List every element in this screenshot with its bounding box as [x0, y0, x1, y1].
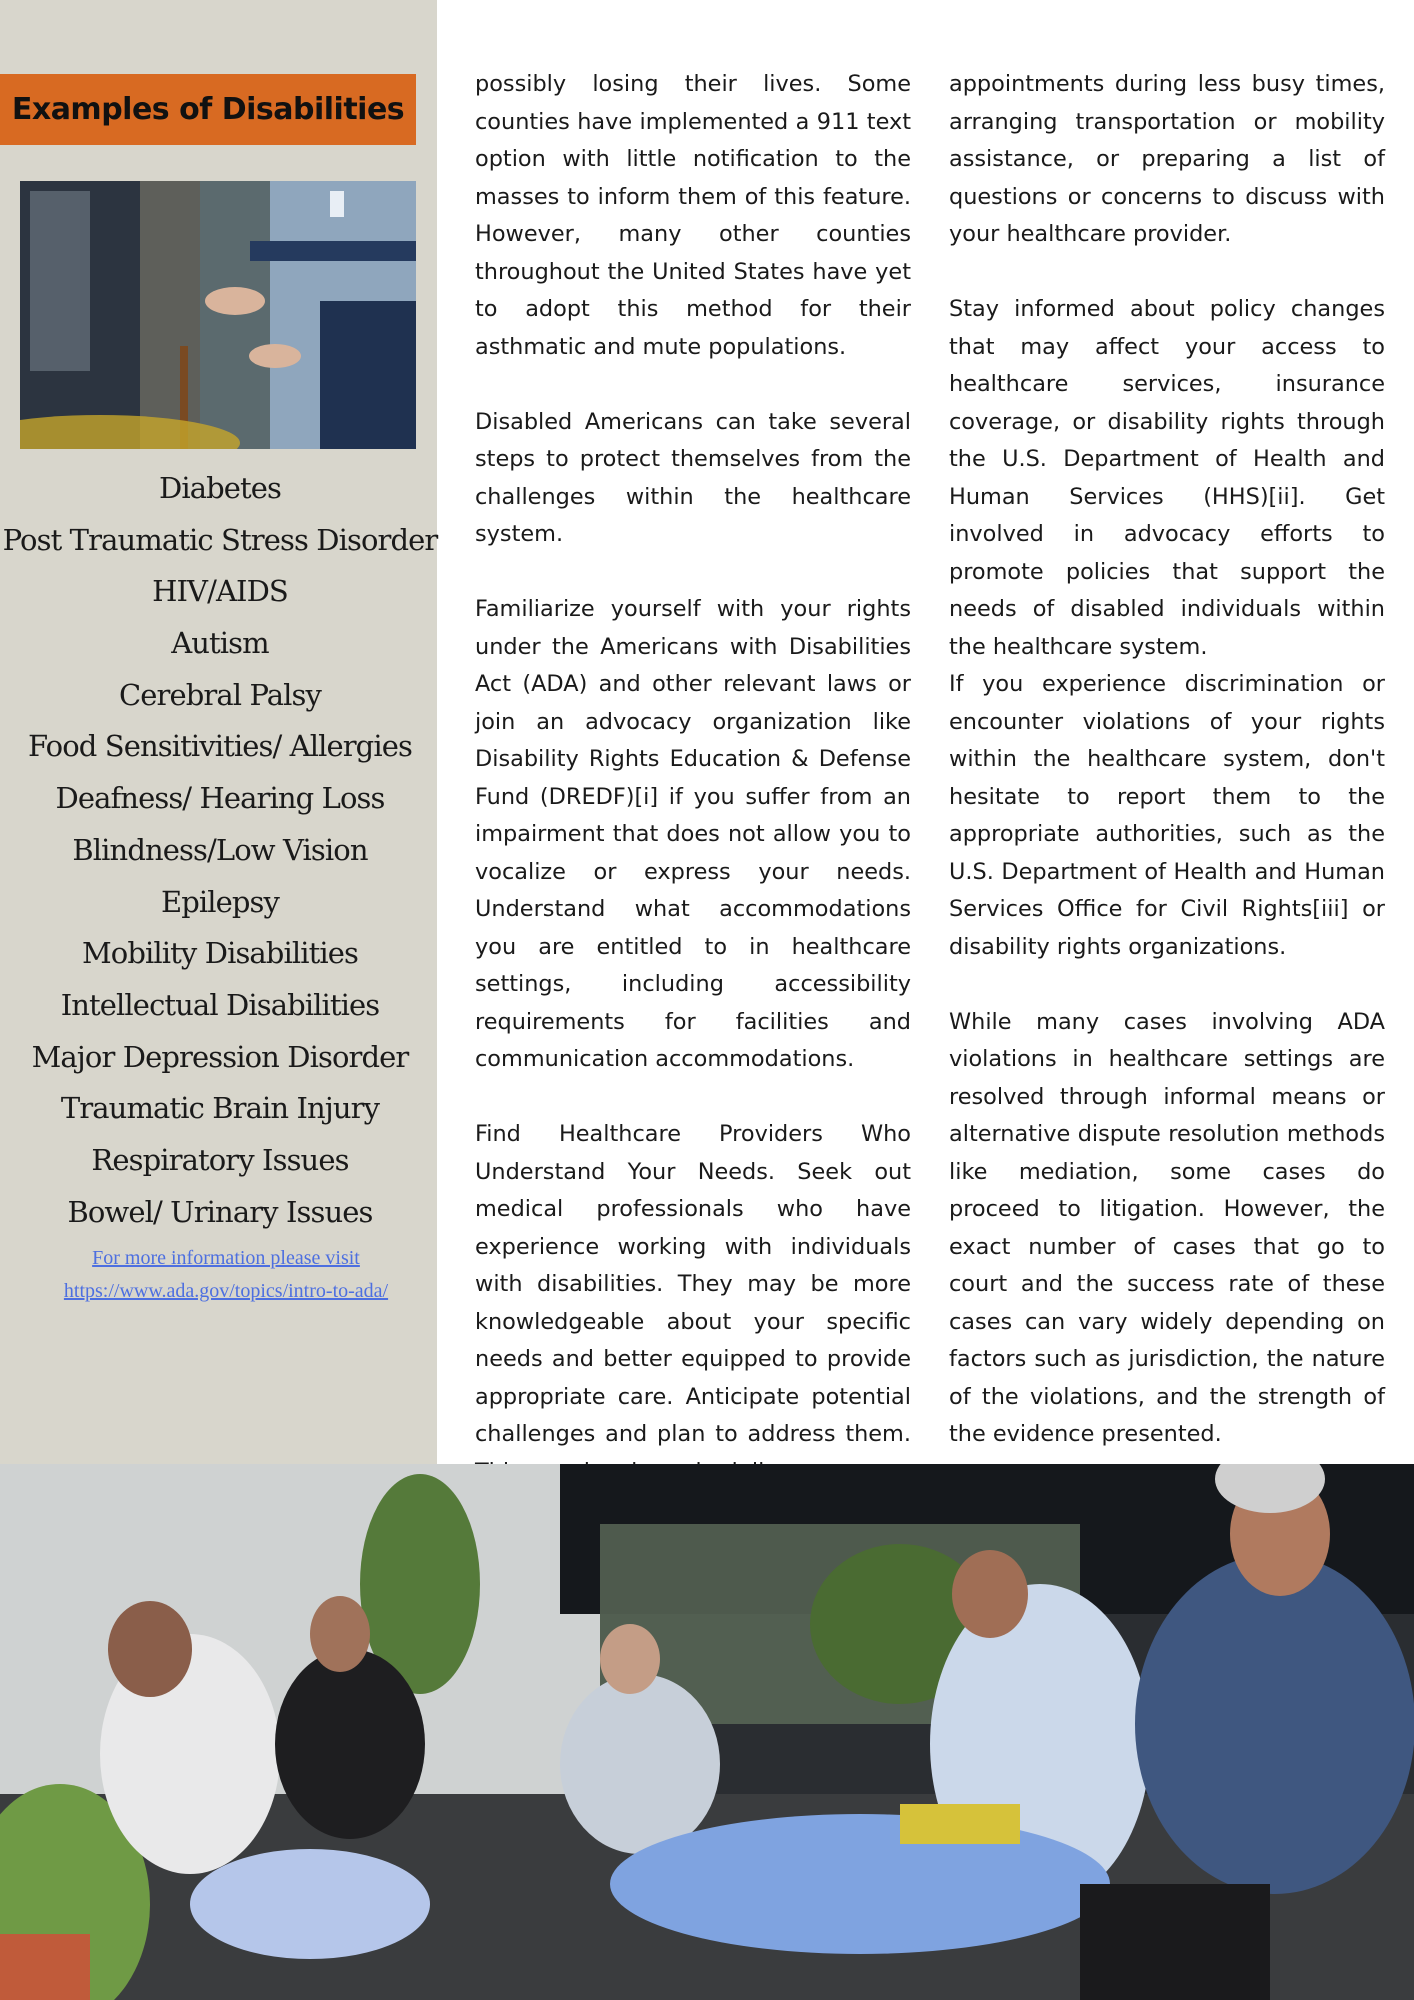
more-info: [0, 1242, 452, 1308]
caregiver-photo: [20, 181, 416, 449]
list-item: Epilepsy: [160, 884, 280, 919]
paragraph: Stay informed about policy changes that may affect your access to healthcare services, insurance coverage, or disability rights through the U.S. Department of Health and Human Services (HHS)[ii]. Get involved in advocacy efforts to promote policies that support the needs of disabled individuals within the healthcare system.: [949, 296, 1385, 660]
list-item: Mobility Disabilities: [82, 936, 358, 971]
paragraph: Find Healthcare Providers Who Understand Your Needs. Seek out medical professionals who have experience working with individuals with disabilities. They may be more knowledgeable about your specific needs and better equipped to provide appropriate care. Anticipate potential challenges and plan to address them.: [475, 1121, 911, 1447]
more-info-text-link[interactable]: For more information please visit: [92, 1247, 360, 1269]
paragraph: If you experience discrimination or encounter violations of your rights within the healthcare system, don't hesitate to report them to the appropriate authorities, such as the U.S. Department of Health and Human Services Office for Civil Rights[iii] or disability rights organizations.: [949, 671, 1385, 960]
paragraph: possibly losing their lives. Some counties have implemented a 911 text option with little notification to the masses to inform them of this feature. However, many other counties throughout the United States have yet to adopt this method for their asthmatic and mute populations.: [475, 71, 911, 360]
paragraph: Disabled Americans can take several steps to protect themselves from the challenges within the healthcare system.: [475, 408, 911, 547]
paragraph: appointments during less busy times, arranging transportation or mobility assistance, or preparing a list of questions or concerns to discuss with your healthcare provider.: [949, 71, 1385, 247]
list-item: Cerebral Palsy: [118, 677, 322, 712]
sidebar: [0, 0, 437, 1464]
list-item: Traumatic Brain Injury: [60, 1091, 380, 1126]
paragraph: While many cases involving ADA violations in healthcare settings are resolved through informal means or alternative dispute resolution methods like mediation, some cases do proceed to litigation. However, the exact number of cases that go to court and the success rate of these cases can vary widely depending on factors such as jurisdiction, the nature of the violations, and the strength of the evidence presented.: [949, 1008, 1385, 1447]
paragraph: Familiarize yourself with your rights under the Americans with Disabilities Act (ADA) and other relevant laws or join an advocacy organization like Disability Rights Education & Defense Fund (DREDF)[i] if you suffer from an impairment that does not allow you to vocalize or express your needs. Understand what accommodations you are entitled to in healthcare settings, including accessibility requirements for facilities and communication accommodations.: [475, 596, 911, 1072]
ada-url-link[interactable]: https://www.ada.gov/topics/intro-to-ada/: [63, 1280, 389, 1302]
list-item: Autism: [171, 626, 269, 661]
hospital-waiting-room-photo: [0, 1464, 1414, 2000]
article-column-2: [949, 66, 1385, 1454]
disabilities-list: [0, 463, 440, 1238]
list-item: Intellectual Disabilities: [60, 987, 380, 1022]
list-item: Deafness/ Hearing Loss: [55, 781, 385, 816]
list-item: HIV/AIDS: [152, 574, 288, 609]
list-item: Bowel/ Urinary Issues: [67, 1194, 373, 1229]
list-item: Food Sensitivities/ Allergies: [28, 729, 412, 764]
article-column-1: [475, 66, 911, 1491]
list-item: Post Traumatic Stress Disorder: [2, 522, 438, 557]
sidebar-title: Examples of Disabilities: [0, 74, 416, 145]
list-item: Major Depression Disorder: [31, 1039, 409, 1074]
list-item: Blindness/Low Vision: [72, 832, 368, 867]
list-item: Respiratory Issues: [91, 1142, 349, 1177]
list-item: Diabetes: [158, 471, 282, 505]
